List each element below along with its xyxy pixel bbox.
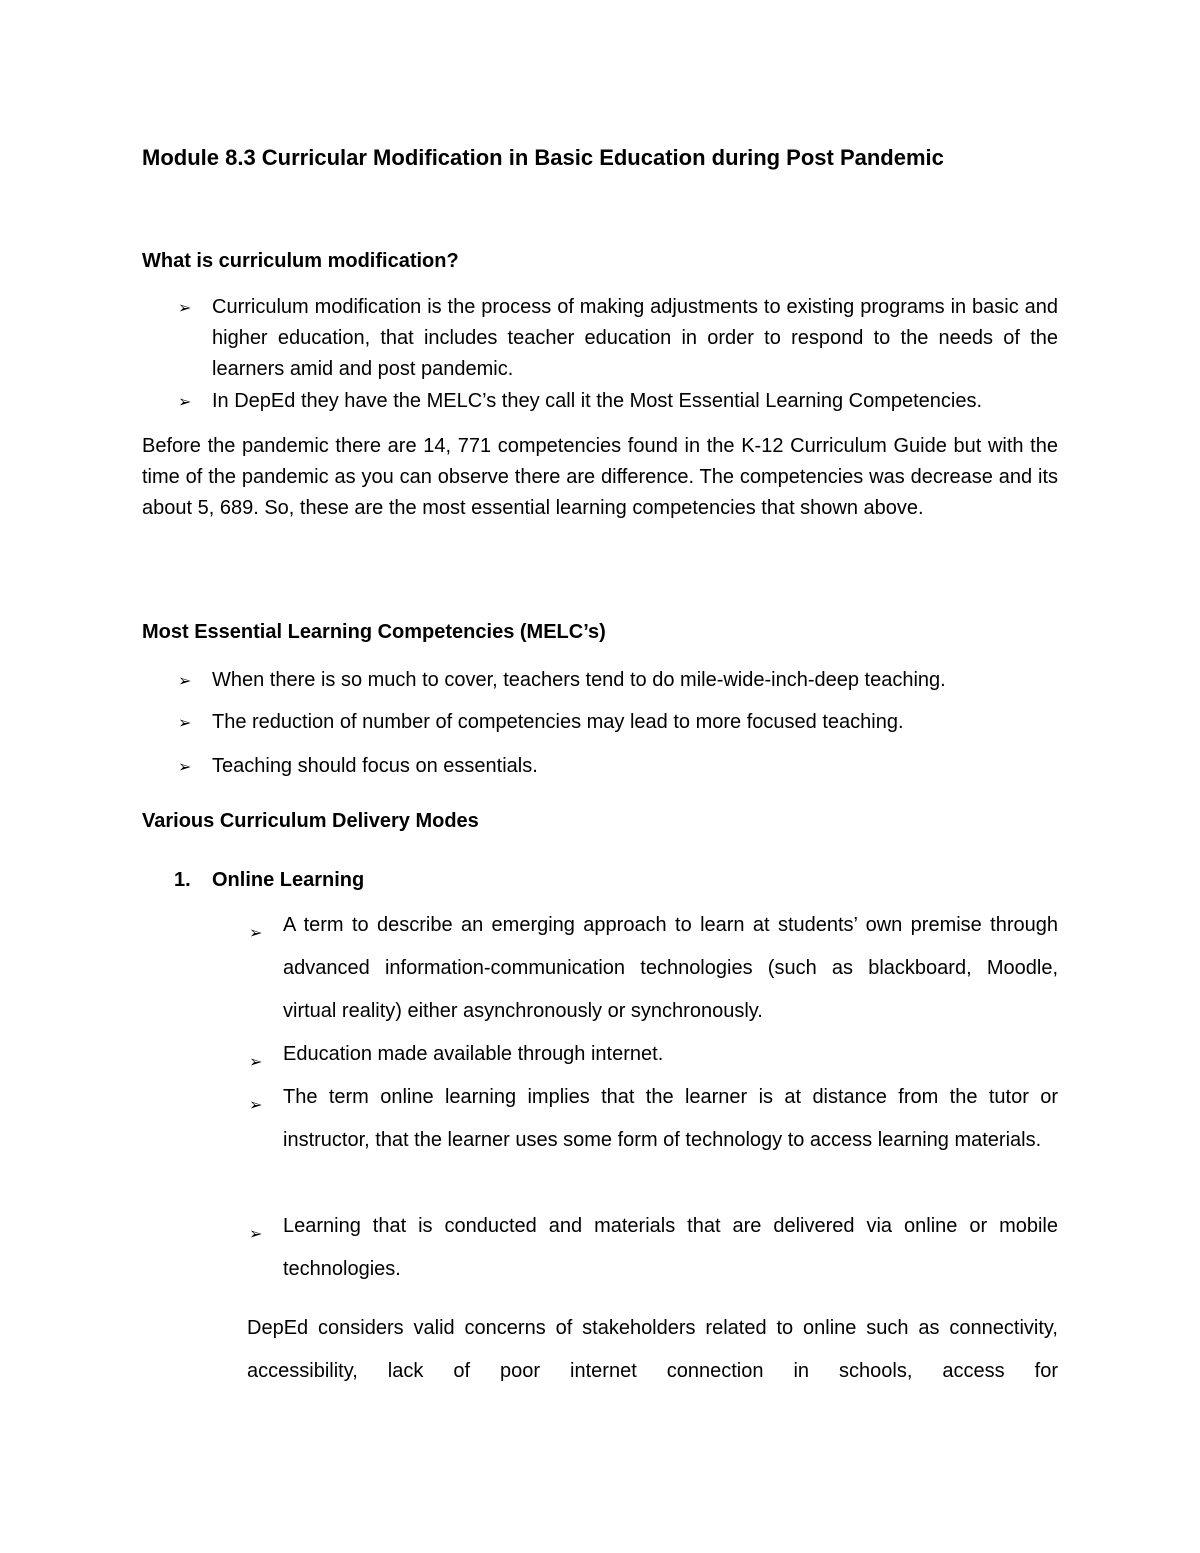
list-item xyxy=(178,292,1058,385)
bullet-text: The reduction of number of competencies may lead to more focused teaching. xyxy=(212,711,904,733)
arrow-bullet-icon: ➢ xyxy=(249,923,263,942)
bullet-text: The term online learning implies that the learner is at distance from the tutor or instructor, that the learner uses some form of technology to access learning materials. xyxy=(283,1086,1058,1151)
section-heading-melc: Most Essential Learning Competencies (MELC’s) xyxy=(142,621,606,643)
arrow-bullet-icon: ➢ xyxy=(178,671,192,690)
list-item xyxy=(178,665,1058,696)
bullet-text: A term to describe an emerging approach to learn at students’ own premise through advanced information-communication technologies (such as blackboard, Moodle, virtual reality) either asynchronously or synchronously. xyxy=(283,914,1058,1022)
list-item xyxy=(249,1076,1058,1162)
arrow-bullet-icon: ➢ xyxy=(249,1224,263,1243)
bullet-text: Teaching should focus on essentials. xyxy=(212,755,538,777)
bullet-text: Curriculum modification is the process of making adjustments to existing programs in basic and higher education, that includes teacher education in order to respond to the needs of the learners amid and post pandemic. xyxy=(212,296,1058,380)
arrow-bullet-icon: ➢ xyxy=(249,1095,263,1114)
paragraph-competencies: Before the pandemic there are 14, 771 competencies found in the K-12 Curriculum Guide but with the time of the pandemic as you can observe there are difference. The competencies was decrease and its about 5, 689. So, these are the most essential learning competencies that shown above. xyxy=(142,435,1058,519)
list-item xyxy=(178,386,1058,417)
list-item xyxy=(249,1205,1058,1291)
bullet-text: When there is so much to cover, teachers tend to do mile-wide-inch-deep teaching. xyxy=(212,669,946,691)
arrow-bullet-icon: ➢ xyxy=(178,757,192,776)
page-title: Module 8.3 Curricular Modification in Basic Education during Post Pandemic xyxy=(142,145,944,170)
list-item xyxy=(178,707,1058,738)
bullet-text: Learning that is conducted and materials that are delivered via online or mobile technologies. xyxy=(283,1215,1058,1280)
list-item xyxy=(249,1033,1058,1076)
section-heading-delivery-modes: Various Curriculum Delivery Modes xyxy=(142,810,479,832)
list-item xyxy=(249,904,1058,1033)
bullet-text: In DepEd they have the MELC’s they call it the Most Essential Learning Competencies. xyxy=(212,390,983,412)
section-heading-curriculum-modification: What is curriculum modification? xyxy=(142,250,459,272)
item-title: Online Learning xyxy=(212,869,365,891)
paragraph-deped-concerns: DepEd considers valid concerns of stakeholders related to online such as connectivity, accessibility, lack of poor internet connection in schools, access for xyxy=(247,1317,1058,1382)
arrow-bullet-icon: ➢ xyxy=(178,392,192,411)
arrow-bullet-icon: ➢ xyxy=(178,713,192,732)
item-number: 1. xyxy=(174,869,191,891)
arrow-bullet-icon: ➢ xyxy=(249,1052,263,1071)
list-item xyxy=(178,751,1058,782)
arrow-bullet-icon: ➢ xyxy=(178,298,192,317)
numbered-item-online-learning xyxy=(174,869,364,892)
bullet-text: Education made available through internet. xyxy=(283,1043,664,1065)
